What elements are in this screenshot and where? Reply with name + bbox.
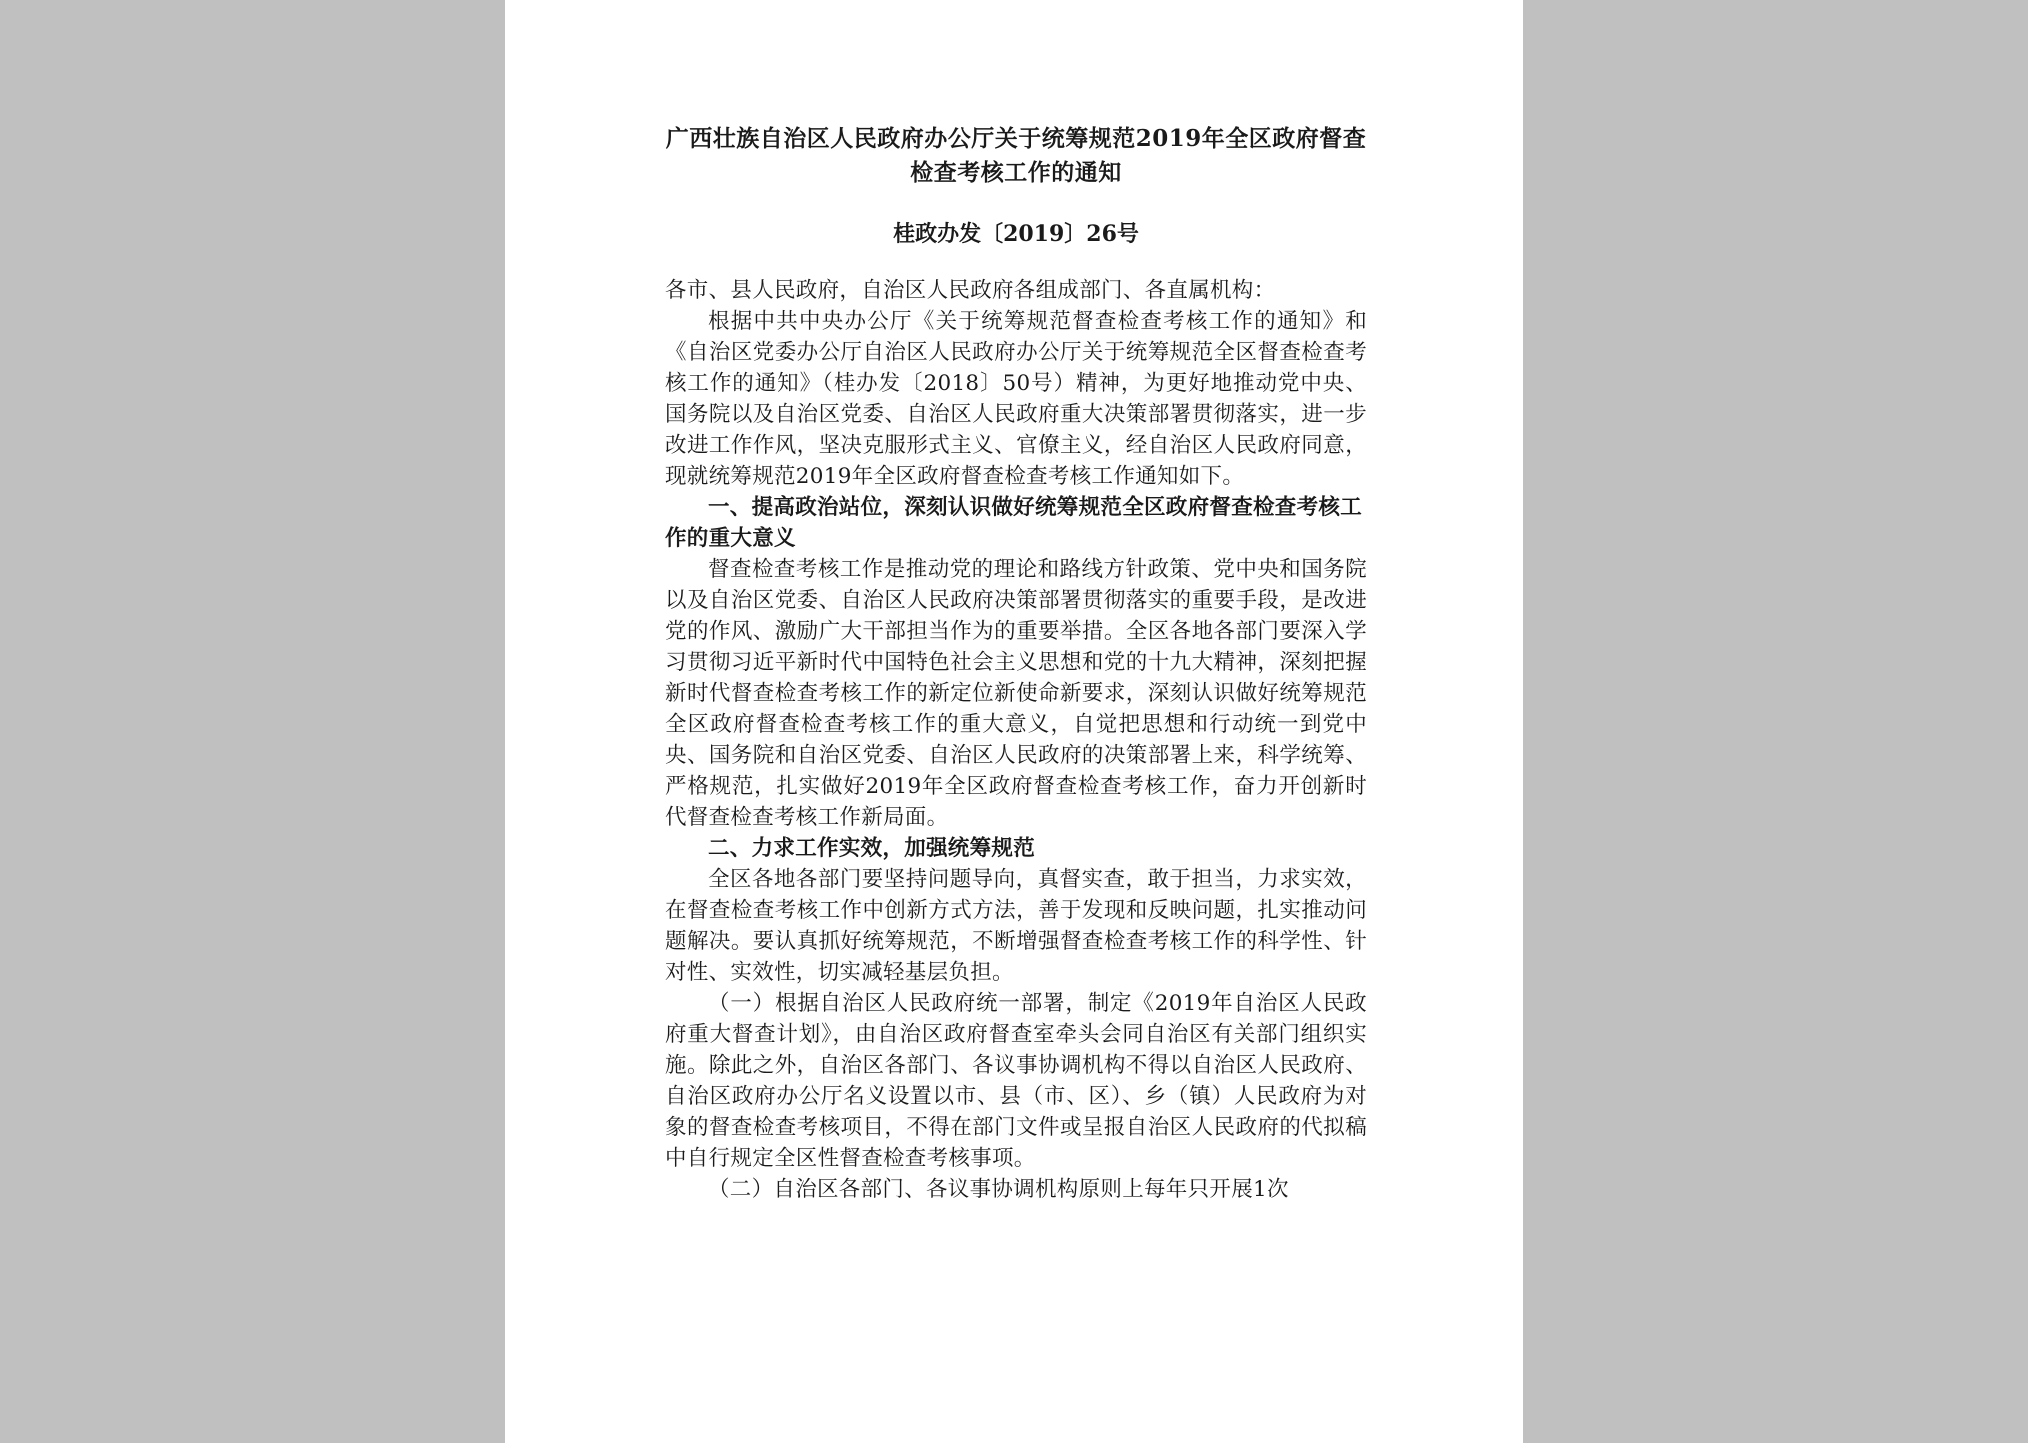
document-page — [505, 0, 1523, 1443]
item-2-paragraph: （二）自治区各部门、各议事协调机构原则上每年只开展1次 — [708, 1177, 1289, 1202]
section-1-heading: 一、提高政治站位，深刻认识做好统筹规范全区政府督查检查考核工作的重大意义 — [665, 495, 1363, 551]
section-2-heading: 二、力求工作实效，加强统筹规范 — [708, 836, 1036, 861]
section-1-body: 督查检查考核工作是推动党的理论和路线方针政策、党中央和国务院以及自治区党委、自治区人民政府决策部署贯彻落实的重要手段，是改进党的作风、激励广大干部担当作为的重要举措。全区各地各部门要深入学习贯彻习近平新时代中国特色社会主义思想和党的十九大精神，深刻把握新时代督查检查考核工作的新定位新使命新要求，深刻认识做好统筹规范全区政府督查检查考核工作的重大意义，自觉把思想和行动统一到党中央、国务院和自治区党委、自治区人民政府的决策部署上来，科学统筹、严格规范，扎实做好2019年全区政府督查检查考核工作，奋力开创新时代督查检查考核工作新局面。 — [665, 557, 1367, 830]
document-number: 桂政办发〔2019〕26号 — [893, 221, 1139, 247]
page-content — [665, 122, 1367, 1205]
item-1-paragraph: （一）根据自治区人民政府统一部署，制定《2019年自治区人民政府重大督查计划》，由自治区政府督查室牵头会同自治区有关部门组织实施。除此之外，自治区各部门、各议事协调机构不得以自治区人民政府、自治区政府办公厅名义设置以市、县（市、区）、乡（镇）人民政府为对象的督查检查考核项目，不得在部门文件或呈报自治区人民政府的代拟稿中自行规定全区性督查检查考核事项。 — [665, 991, 1367, 1171]
document-title: 广西壮族自治区人民政府办公厅关于统筹规范2019年全区政府督查检查考核工作的通知 — [665, 125, 1367, 186]
intro-paragraph: 根据中共中央办公厅《关于统筹规范督查检查考核工作的通知》和《自治区党委办公厅自治区人民政府办公厅关于统筹规范全区督查检查考核工作的通知》（桂办发〔2018〕50号）精神，为更好地推动党中央、国务院以及自治区党委、自治区人民政府重大决策部署贯彻落实，进一步改进工作作风，坚决克服形式主义、官僚主义，经自治区人民政府同意，现就统筹规范2019年全区政府督查检查考核工作通知如下。 — [665, 309, 1367, 489]
section-2-body: 全区各地各部门要坚持问题导向，真督实查，敢于担当，力求实效，在督查检查考核工作中创新方式方法，善于发现和反映问题，扎实推动问题解决。要认真抓好统筹规范，不断增强督查检查考核工作的科学性、针对性、实效性，切实减轻基层负担。 — [665, 867, 1367, 985]
salutation: 各市、县人民政府，自治区人民政府各组成部门、各直属机构： — [665, 278, 1276, 303]
